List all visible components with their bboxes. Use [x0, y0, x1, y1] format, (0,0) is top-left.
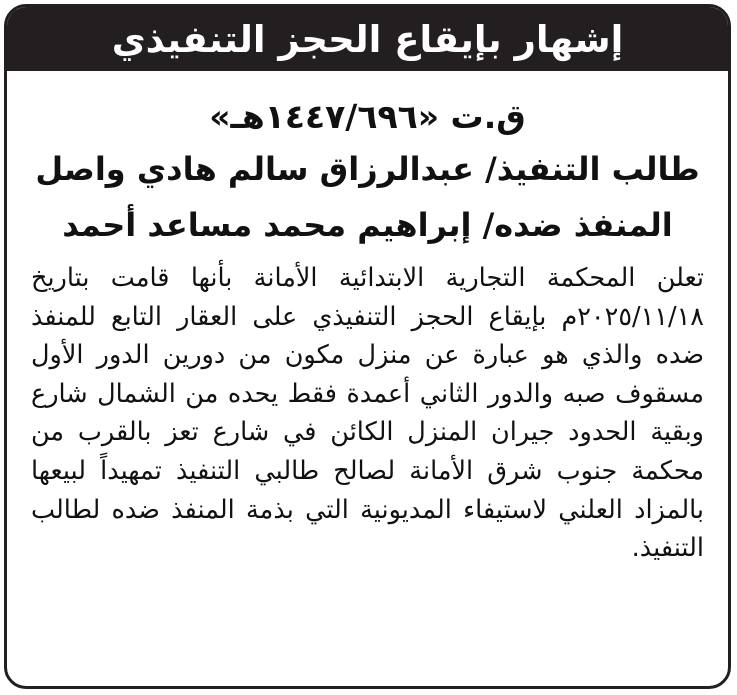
notice-frame: [4, 4, 731, 689]
notice-body: تعلن المحكمة التجارية الابتدائية الأمانة بأنها قامت بتاريخ ٢٠٢٥/١١/١٨م بإيقاع الحجز التنفيذي على العقار التابع للمنفذ ضده والذي هو عبارة عن منزل مكون من دورين الدور الأول مسقوف صبه والدور الثاني أعمدة فقط يحده من الشمال شارع وبقية الحدود جيران المنزل الكائن في شارع تعز بالقرب من محكمة جنوب شرق الأمانة لصالح طالبي التنفيذ تمهيداً لبيعها بالمزاد العلني لاستيفاء المديونية التي بذمة المنفذ ضده لطالب التنفيذ.: [31, 263, 704, 564]
case-number: ق.ت «١٤٤٧/٦٩٦هـ»: [209, 97, 526, 136]
applicant-line: طالب التنفيذ/ عبدالرزاق سالم هادي واصل: [35, 150, 700, 188]
notice-title: إشهار بإيقاع الحجز التنفيذي: [7, 7, 728, 71]
respondent-line: المنفذ ضده/ إبراهيم محمد مساعد أحمد: [62, 206, 673, 244]
